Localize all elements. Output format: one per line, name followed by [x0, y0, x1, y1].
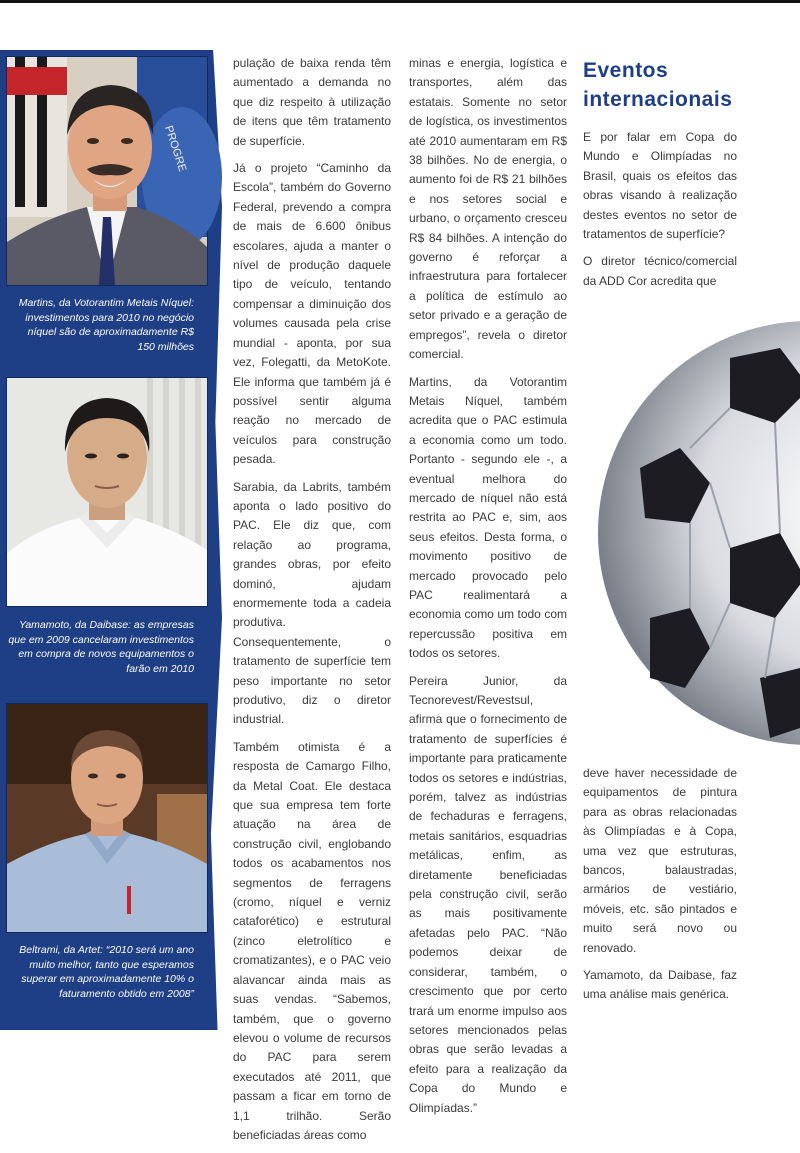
section-heading: Eventos internacionais	[583, 59, 733, 111]
photo-martins	[6, 56, 208, 286]
paragraph: pulação de baixa renda têm aumentado a demanda no que diz respeito à utilização de itens que têm tratamento de superfície.	[233, 56, 391, 148]
photo-beltrami	[6, 703, 208, 933]
portrait-beltrami	[7, 704, 207, 932]
paragraph: Pereira Junior, da Tecnorevest/Revestsul, afirma que o fornecimento de tratamento de superfícies é importante para praticamente todos os setores e indústrias, porém, talvez as indústrias de fechaduras e ferragens, metais sanitários, esquadrias metálicas, enfim, as diretamente beneficiadas pela construção civil, serão as mais positivamente afetadas pelo PAC. “Não podemos deixar de considerar, também, o crescimento que por certo trará um enorme impulso aos setores mencionados pelas obras que serão levadas a efeito para a realização da Copa do Mundo e Olimpíadas.”	[409, 673, 567, 1115]
paragraph: Já o projeto “Caminho da Escola”, também do Governo Federal, prevendo a compra de mais de 6.600 ônibus escolares, ajuda a manter o nível de produção daquele tipo de veículo, tentando compensar a diminuição dos volumes causada pela crise mundial - aponta, por sua vez, Folegatti, da MetoKote. Ele informa que também já é possível sentir alguma reação no mercado de veículos para construção pesada.	[233, 161, 391, 467]
flag-motto: PROGRE	[162, 124, 189, 174]
paragraph: O diretor técnico/comercial da ADD Cor acredita que	[583, 254, 737, 288]
text-column-2	[409, 54, 567, 1126]
paragraph: Martins, da Votorantim Metais Níquel, também acredita que o PAC estimula a economia como um todo. Portanto - segundo ele -, a eventual melhora do mercado de níquel não está restrita ao PAC e, sim, aos seus efeitos. Desta forma, o movimento positivo de mercado provocado pelo PAC realimentará a economia como um todo com repercussão positiva em todos os setores.	[409, 374, 567, 661]
caption-beltrami: Beltrami, da Artet: “2010 será um ano muito melhor, tanto que esperamos superar em aproximadamente 10% o faturamento obtido em 2008”	[19, 944, 194, 1000]
paragraph: Yamamoto, da Daibase, faz uma análise mais genérica.	[583, 968, 737, 1002]
portrait-martins	[7, 57, 207, 285]
paragraph: Sarabia, da Labrits, também aponta o lado positivo do PAC. Ele diz que, com relação ao programa, grandes obras, por efeito dominó, ajudam enormemente toda a cadeia produtiva. Consequentemente, o tratamento de superfície tem peso importante no setor produtivo, diz o diretor industrial.	[233, 479, 391, 727]
soccer-ball-icon	[580, 318, 800, 748]
top-border	[0, 0, 800, 3]
paragraph: deve haver necessidade de equipamentos de pintura para as obras relacionadas às Olimpíadas e à Copa, uma vez que estruturas, bancos, balaustradas, armários de vestiário, móveis, etc. são pintados e muito será novo ou renovado.	[583, 766, 737, 955]
text-column-3-bottom	[583, 764, 737, 1013]
soccer-ball-image	[580, 318, 800, 748]
caption-martins: Martins, da Votorantim Metais Níquel: investimentos para 2010 no negócio níquel são de aproximadamente R$ 150 milhões	[18, 297, 194, 353]
photo-yamamoto	[6, 377, 208, 607]
portrait-yamamoto	[7, 378, 207, 606]
paragraph: E por falar em Copa do Mundo e Olimpíadas no Brasil, quais os efeitos das obras visando à realização destes eventos no setor de tratamentos de superfície?	[583, 130, 737, 242]
page-footer: 58 | Tratamento de Superfície 158	[30, 1029, 180, 1039]
caption-yamamoto: Yamamoto, da Daibase: as empresas que em 2009 cancelaram investimentos em compra de novos equipamentos o farão em 2010	[8, 619, 194, 675]
paragraph: Também otimista é a resposta de Camargo Filho, da Metal Coat. Ele destaca que sua empresa tem forte atuação na área de construção civil, englobando todos os acabamentos nos segmentos de ferragens (cromo, níquel e verniz cataforético) e estrutural (zinco eletrolítico e cromatizantes), e o PAC veio alavancar ainda mais as suas vendas. “Sabemos, também, que o governo elevou o volume de recursos do PAC para serem executados até 2011, que passam a ficar em torno de 1,1 trilhão. Serão beneficiadas áreas como	[233, 739, 391, 1142]
text-column-1	[233, 54, 391, 1153]
paragraph: minas e energia, logística e transportes, além das estatais. Somente no setor de logística, os investimentos até 2010 aumentaram em R$ 38 bilhões. No de energia, o aumento foi de R$ 21 bilhões e nos setores social e urbano, o orçamento cresceu R$ 84 bilhões. A intenção do governo é reforçar a infraestrutura para fortalecer a política de estímulo ao setor privado e a geração de empregos”, revela o diretor comercial.	[409, 56, 567, 362]
text-column-3-top	[583, 128, 737, 299]
